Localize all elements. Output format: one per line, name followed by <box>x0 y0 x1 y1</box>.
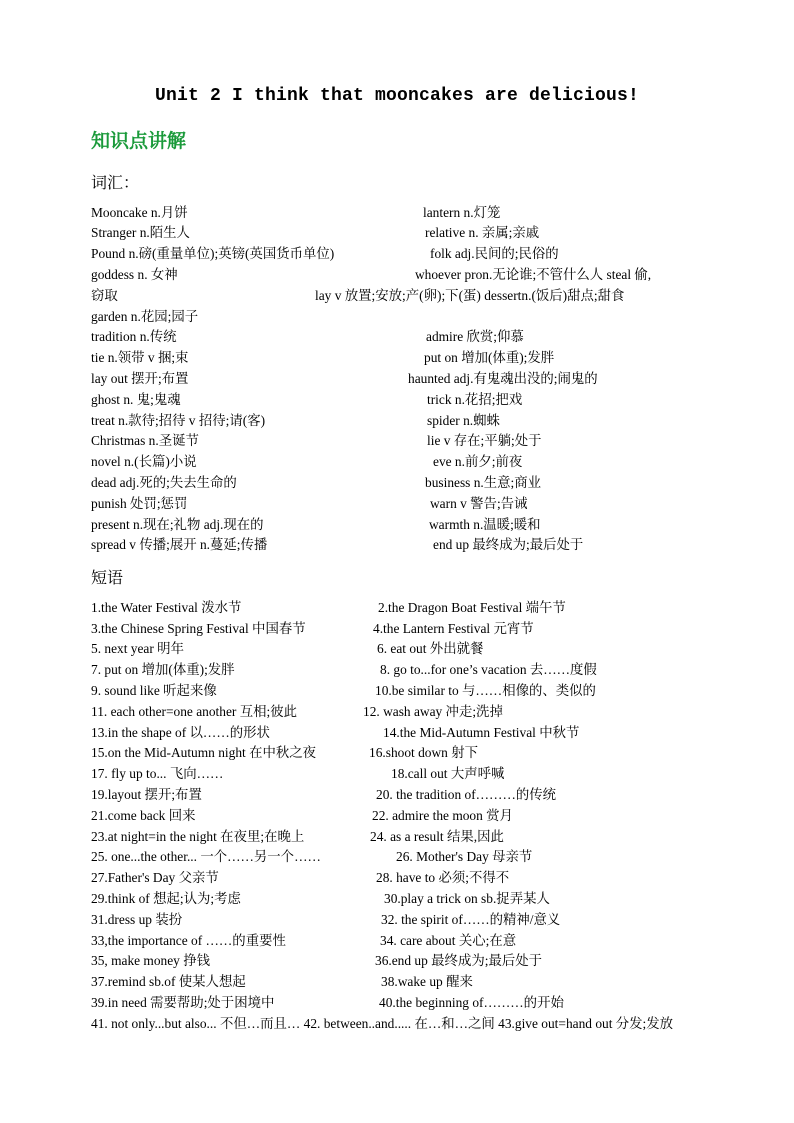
phrase-entry: 30.play a trick on sb.捉弄某人 <box>384 891 550 906</box>
vocab-row <box>91 451 731 472</box>
phrase-entry: 18.call out 大声呼喊 <box>391 766 505 781</box>
vocab-heading: 词汇： <box>91 173 140 192</box>
vocab-entry: Mooncake n.月饼 <box>91 205 188 220</box>
phrase-entry: 35, make money 挣钱 <box>91 953 211 968</box>
phrase-row <box>91 742 731 763</box>
vocab-entry: goddess n. 女神 <box>91 267 178 282</box>
phrase-row <box>91 930 731 951</box>
vocab-row <box>91 326 731 347</box>
vocab-row <box>91 514 731 535</box>
phrase-row <box>91 680 731 701</box>
phrase-entry: 39.in need 需要帮助;处于困境中 <box>91 995 275 1010</box>
phrase-row <box>91 826 731 847</box>
vocab-entry: ghost n. 鬼;鬼魂 <box>91 392 181 407</box>
phrase-entry: 19.layout 摆开;布置 <box>91 787 202 802</box>
vocab-entry: trick n.花招;把戏 <box>427 392 523 407</box>
phrase-entry: 20. the tradition of………的传统 <box>376 787 557 802</box>
vocab-row <box>91 368 731 389</box>
phrase-row <box>91 638 731 659</box>
phrase-entry: 37.remind sb.of 使某人想起 <box>91 974 246 989</box>
phrase-row <box>91 763 731 784</box>
vocab-entry: spider n.蜘蛛 <box>427 413 500 428</box>
phrase-entry: 33,the importance of ……的重要性 <box>91 933 286 948</box>
vocab-row <box>91 222 731 243</box>
vocab-entry: eve n.前夕;前夜 <box>433 454 523 469</box>
vocab-entry: relative n. 亲属;亲戚 <box>425 225 540 240</box>
phrase-row <box>91 888 731 909</box>
phrase-entry: 34. care about 关心;在意 <box>380 933 517 948</box>
phrase-entry: 14.the Mid-Autumn Festival 中秋节 <box>383 725 580 740</box>
vocab-entry: folk adj.民间的;民俗的 <box>430 246 559 261</box>
vocab-row <box>91 347 731 368</box>
phrase-entry: 5. next year 明年 <box>91 641 184 656</box>
vocab-entry: lay out 摆开;布置 <box>91 371 189 386</box>
phrase-row <box>91 950 731 971</box>
phrase-entry: 13.in the shape of 以……的形状 <box>91 725 270 740</box>
phrase-entry: 4.the Lantern Festival 元宵节 <box>373 621 534 636</box>
phrase-row <box>91 597 731 618</box>
phrase-entry: 1.the Water Festival 泼水节 <box>91 600 242 615</box>
phrase-row <box>91 909 731 930</box>
vocab-row <box>91 389 731 410</box>
phrase-entry: 8. go to...for one’s vacation 去……度假 <box>380 662 597 677</box>
vocab-entry: 窃取 <box>91 288 118 303</box>
vocab-row <box>91 430 731 451</box>
phrase-entry: 6. eat out 外出就餐 <box>377 641 484 656</box>
phrase-row <box>91 701 731 722</box>
vocab-entry: spread v 传播;展开 n.蔓延;传播 <box>91 537 268 552</box>
vocab-entry: tradition n.传统 <box>91 329 177 344</box>
vocab-entry: treat n.款待;招待 v 招待;请(客) <box>91 413 266 428</box>
phrase-entry: 23.at night=in the night 在夜里;在晚上 <box>91 829 305 844</box>
phrase-entry: 9. sound like 听起来像 <box>91 683 217 698</box>
phrase-row <box>91 992 731 1013</box>
phrase-entry: 15.on the Mid-Autumn night 在中秋之夜 <box>91 745 317 760</box>
vocab-entry: lantern n.灯笼 <box>423 205 501 220</box>
phrase-entry: 32. the spirit of……的精神/意义 <box>381 912 561 927</box>
vocab-row <box>91 306 731 327</box>
page-title: Unit 2 I think that mooncakes are delicious! <box>154 86 640 106</box>
phrase-entry: 27.Father's Day 父亲节 <box>91 870 219 885</box>
phrase-entry: 26. Mother's Day 母亲节 <box>396 849 533 864</box>
vocab-entry: dead adj.死的;失去生命的 <box>91 475 237 490</box>
phrase-entry: 31.dress up 装扮 <box>91 912 183 927</box>
vocab-entry: whoever pron.无论谁;不管什么人 steal 偷, <box>415 267 652 282</box>
vocab-row <box>91 472 731 493</box>
phrases-heading: 短语 <box>91 568 124 587</box>
section-heading: 知识点讲解 <box>91 130 187 152</box>
vocab-entry: business n.生意;商业 <box>425 475 542 490</box>
phrase-row-wrapped: 41. not only...but also... 不但…而且… 42. between..and..... 在…和…之间 43.give out=hand out 分发;发放 <box>91 1016 674 1031</box>
phrase-entry: 24. as a result 结果,因此 <box>370 829 504 844</box>
vocab-entry: Christmas n.圣诞节 <box>91 433 199 448</box>
phrase-entry: 16.shoot down 射下 <box>369 745 478 760</box>
phrase-row <box>91 659 731 680</box>
vocab-row <box>91 202 731 223</box>
vocab-row <box>91 264 731 285</box>
phrase-entry: 2.the Dragon Boat Festival 端午节 <box>378 600 566 615</box>
vocab-entry: Stranger n.陌生人 <box>91 225 190 240</box>
phrase-entry: 21.come back 回来 <box>91 808 196 823</box>
vocab-entry: tie n.领带 v 捆;束 <box>91 350 189 365</box>
vocab-entry: put on 增加(体重);发胖 <box>424 350 555 365</box>
phrase-entry: 25. one...the other... 一个……另一个…… <box>91 849 321 864</box>
phrase-entry: 3.the Chinese Spring Festival 中国春节 <box>91 621 306 636</box>
vocab-entry: present n.现在;礼物 adj.现在的 <box>91 517 264 532</box>
phrase-row <box>91 784 731 805</box>
phrase-entry: 38.wake up 醒来 <box>381 974 473 989</box>
phrase-row <box>91 846 731 867</box>
vocab-row <box>91 534 731 555</box>
phrase-entry: 10.be similar to 与……相像的、类似的 <box>375 683 596 698</box>
phrase-row <box>91 618 731 639</box>
vocab-entry: Pound n.磅(重量单位);英镑(英国货币单位) <box>91 246 335 261</box>
vocab-entry: novel n.(长篇)小说 <box>91 454 197 469</box>
phrase-row <box>91 971 731 992</box>
phrase-entry: 11. each other=one another 互相;彼此 <box>91 704 297 719</box>
phrase-row <box>91 805 731 826</box>
vocab-row <box>91 243 731 264</box>
vocab-row <box>91 410 731 431</box>
phrase-entry: 40.the beginning of………的开始 <box>379 995 564 1010</box>
phrase-entry: 22. admire the moon 赏月 <box>372 808 513 823</box>
phrase-entry: 36.end up 最终成为;最后处于 <box>375 953 543 968</box>
vocab-entry: warn v 警告;告诫 <box>430 496 528 511</box>
phrase-row <box>91 722 731 743</box>
vocab-row <box>91 285 731 306</box>
phrase-entry: 29.think of 想起;认为;考虑 <box>91 891 241 906</box>
vocab-entry: lay v 放置;安放;产(卵);下(蛋) dessertn.(饭后)甜点;甜食 <box>315 288 625 303</box>
vocab-entry: lie v 存在;平躺;处于 <box>427 433 542 448</box>
vocab-entry: haunted adj.有鬼魂出没的;闹鬼的 <box>408 371 598 386</box>
phrase-row <box>91 867 731 888</box>
vocab-row <box>91 493 731 514</box>
vocab-entry: punish 处罚;惩罚 <box>91 496 188 511</box>
vocab-entry: admire 欣赏;仰慕 <box>426 329 524 344</box>
phrase-entry: 7. put on 增加(体重);发胖 <box>91 662 235 677</box>
phrase-entry: 12. wash away 冲走;洗掉 <box>363 704 503 719</box>
phrase-entry: 17. fly up to... 飞向…… <box>91 766 224 781</box>
vocab-entry: end up 最终成为;最后处于 <box>433 537 584 552</box>
phrase-entry: 28. have to 必须;不得不 <box>376 870 510 885</box>
vocab-entry: warmth n.温暖;暖和 <box>429 517 541 532</box>
vocab-entry: garden n.花园;园子 <box>91 309 199 324</box>
